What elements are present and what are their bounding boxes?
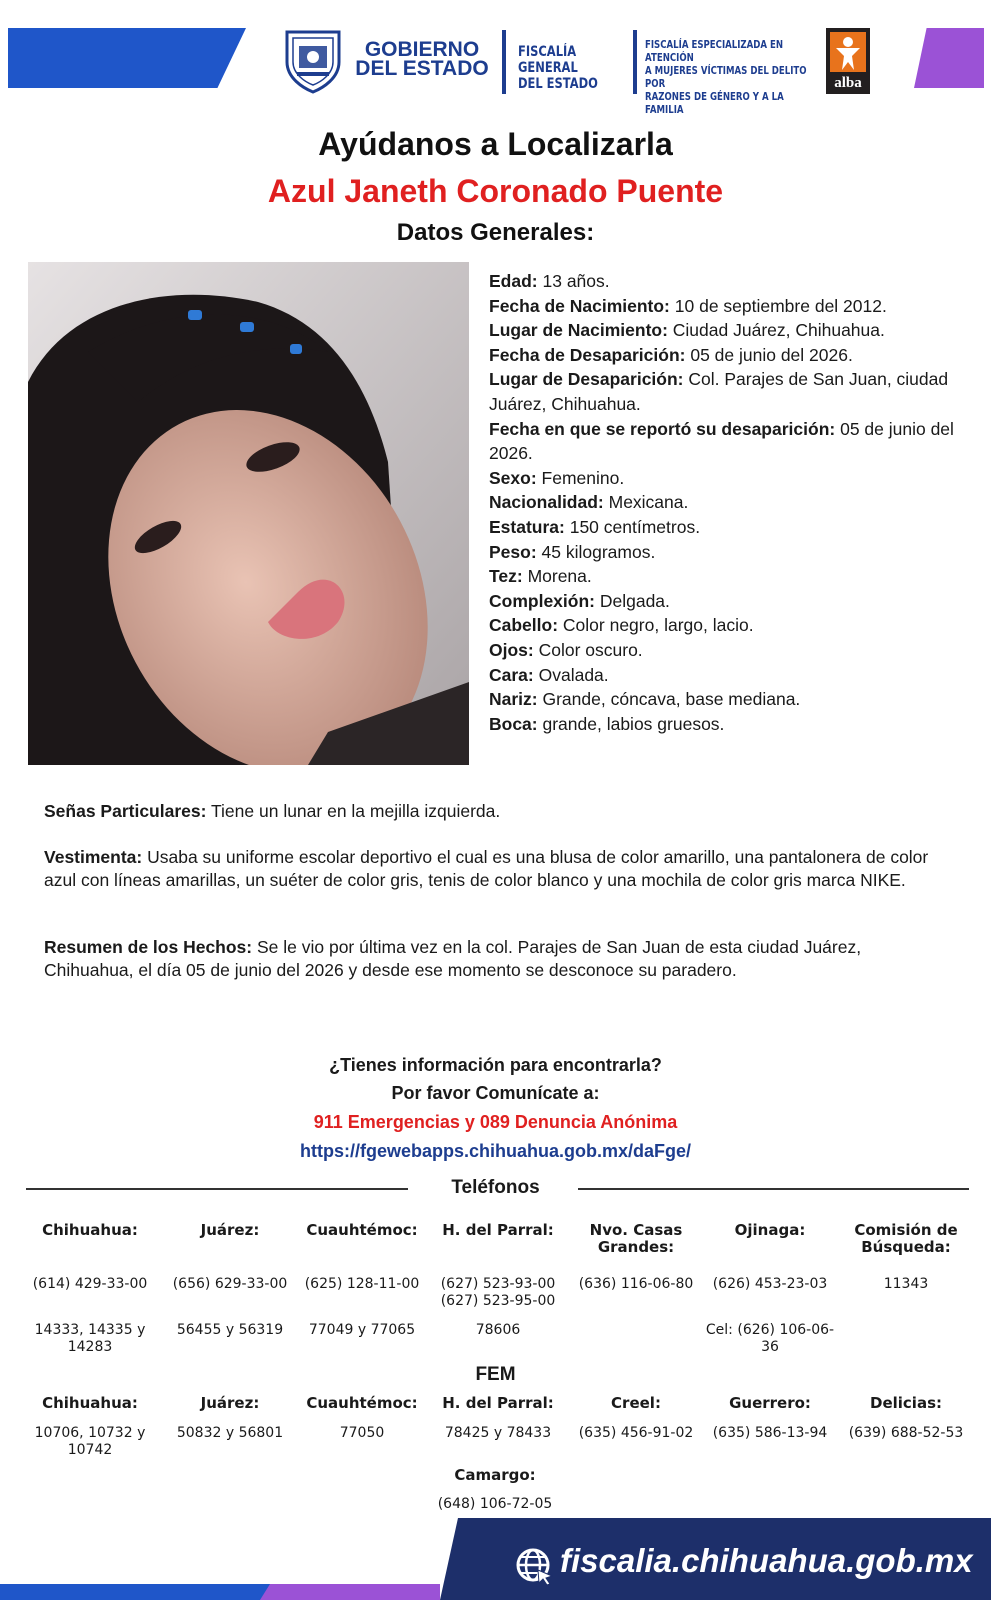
gobierno-line1: GOBIERNO bbox=[364, 38, 480, 61]
detail-row bbox=[489, 367, 959, 416]
telefono-number: (656) 629-33-00 bbox=[172, 1276, 288, 1292]
detail-row bbox=[489, 663, 959, 688]
detail-value: Mexicana. bbox=[603, 492, 689, 513]
fem-header-label bbox=[645, 38, 817, 116]
fem-number: 78425 y 78433 bbox=[444, 1425, 552, 1441]
globe-cursor-icon bbox=[514, 1546, 554, 1586]
detail-row bbox=[489, 490, 959, 515]
fem-number: (635) 456-91-02 bbox=[578, 1425, 694, 1441]
detail-label: Estatura: bbox=[489, 516, 565, 537]
detail-value: Ciudad Juárez, Chihuahua. bbox=[667, 320, 885, 341]
detail-row bbox=[489, 417, 959, 466]
fem-city-label: Creel: bbox=[611, 1394, 661, 1412]
telefono-city-label: Juárez: bbox=[200, 1221, 260, 1239]
detail-label: Fecha en que se reportó su desaparición: bbox=[489, 418, 836, 439]
telefono-extension: 14333, 14335 y 14283 bbox=[34, 1322, 146, 1355]
fiscalia-general-label bbox=[518, 44, 625, 92]
fem-city-label: Guerrero: bbox=[729, 1394, 811, 1412]
detail-label: Nariz: bbox=[489, 689, 538, 710]
detail-value: grande, labios gruesos. bbox=[537, 713, 725, 734]
fem-number: (639) 688-52-53 bbox=[848, 1425, 964, 1441]
vestimenta-paragraph bbox=[44, 846, 949, 891]
detail-row bbox=[489, 294, 959, 319]
detail-row bbox=[489, 564, 959, 589]
detail-row bbox=[489, 466, 959, 491]
detail-row bbox=[489, 589, 959, 614]
emergency-numbers: 911 Emergencias y 089 Denuncia Anónima bbox=[313, 1112, 678, 1132]
senas-paragraph bbox=[44, 800, 949, 823]
telefono-number: (627) 523-93-00 (627) 523-95-00 bbox=[440, 1276, 556, 1309]
alba-text: alba bbox=[834, 75, 862, 91]
detail-label: Tez: bbox=[489, 566, 523, 587]
report-link[interactable]: https://fgewebapps.chihuahua.gob.mx/daFge/ bbox=[299, 1141, 692, 1161]
detail-row bbox=[489, 269, 959, 294]
telefono-number: (614) 429-33-00 bbox=[32, 1276, 148, 1292]
detail-value: 05 de junio del 2026. bbox=[489, 418, 954, 464]
fem-number: 10706, 10732 y 10742 bbox=[34, 1425, 146, 1458]
detail-row bbox=[489, 638, 959, 663]
header-purple-band bbox=[914, 28, 984, 88]
detail-label: Lugar de Nacimiento: bbox=[489, 320, 668, 341]
fem-number: 77050 bbox=[339, 1425, 385, 1441]
telefonos-title: Teléfonos bbox=[451, 1177, 540, 1198]
telefono-city-label: Chihuahua: bbox=[42, 1221, 138, 1239]
telefono-extension: 77049 y 77065 bbox=[308, 1322, 416, 1338]
detail-row bbox=[489, 712, 959, 737]
telefono-city-label: Nvo. Casas Grandes: bbox=[589, 1221, 683, 1256]
person-name: Azul Janeth Coronado Puente bbox=[267, 173, 724, 209]
detail-label: Fecha de Desaparición: bbox=[489, 344, 686, 365]
section-title: Datos Generales: bbox=[396, 219, 595, 246]
detail-label: Cabello: bbox=[489, 615, 559, 636]
detail-value: Grande, cóncava, base mediana. bbox=[537, 689, 801, 710]
resumen-value: Se le vio por última vez en la col. Parajes de San Juan de esta ciudad Juárez, Chihuahua, el día 05 de junio del 2026 y desde ese momento se desconoce su paradero. bbox=[44, 937, 862, 980]
telefono-number: (625) 128-11-00 bbox=[304, 1276, 420, 1292]
telefono-number: (626) 453-23-03 bbox=[712, 1276, 828, 1292]
gobierno-line2: DEL ESTADO bbox=[355, 57, 489, 80]
telefono-extension: Cel: (626) 106-06-36 bbox=[705, 1322, 835, 1355]
detail-value: 45 kilogramos. bbox=[536, 541, 656, 562]
fem-line1: FISCALÍA ESPECIALIZADA EN ATENCIÓN bbox=[645, 38, 784, 64]
detail-value: 05 de junio del 2026. bbox=[685, 344, 853, 365]
alba-logo bbox=[826, 28, 870, 94]
detail-value: Ovalada. bbox=[533, 664, 609, 685]
telefono-city-label: Comisión de Búsqueda: bbox=[854, 1221, 958, 1256]
vestimenta-label: Vestimenta: bbox=[44, 847, 143, 867]
missing-person-photo bbox=[28, 262, 469, 765]
telefono-number: 11343 bbox=[883, 1276, 929, 1292]
fem-city-label: Juárez: bbox=[200, 1394, 260, 1412]
telefono-number: (636) 116-06-80 bbox=[578, 1276, 694, 1292]
fem-line2: A MUJERES VÍCTIMAS DEL DELITO POR bbox=[645, 64, 807, 90]
telefono-city-label: Ojinaga: bbox=[734, 1221, 806, 1239]
detail-row bbox=[489, 687, 959, 712]
alba-figure-icon bbox=[830, 32, 866, 72]
gobierno-label bbox=[352, 40, 492, 78]
header-divider bbox=[502, 30, 506, 94]
fiscalia-line2: DEL ESTADO bbox=[518, 76, 598, 92]
vestimenta-value: Usaba su uniforme escolar deportivo el cual es una blusa de color amarillo, una pantalonera de color azul con líneas amarillas, un suéter de color gris, tenis de color blanco y una mochila de color gris marca NIKE. bbox=[44, 847, 929, 890]
detail-label: Nacionalidad: bbox=[489, 492, 604, 513]
detail-value: Morena. bbox=[522, 566, 592, 587]
detail-row bbox=[489, 515, 959, 540]
header-blue-band bbox=[8, 28, 246, 88]
detail-value: Femenino. bbox=[536, 467, 625, 488]
fiscalia-line1: FISCALÍA GENERAL bbox=[518, 44, 578, 76]
detail-value: Delgada. bbox=[594, 590, 670, 611]
details-list bbox=[489, 269, 959, 736]
fem-line3: RAZONES DE GÉNERO Y A LA FAMILIA bbox=[645, 90, 784, 116]
cta-please: Por favor Comunícate a: bbox=[391, 1083, 600, 1103]
detail-value: 13 años. bbox=[537, 271, 610, 291]
fem-city-label: Chihuahua: bbox=[42, 1394, 138, 1412]
header-divider-2 bbox=[633, 30, 637, 94]
fem-title: FEM bbox=[475, 1364, 516, 1385]
footer-purple-strip bbox=[260, 1584, 440, 1600]
telefono-city-label: Cuauhtémoc: bbox=[306, 1221, 418, 1239]
detail-row bbox=[489, 613, 959, 638]
detail-label: Lugar de Desaparición: bbox=[489, 369, 684, 390]
telefono-extension: 78606 bbox=[475, 1322, 521, 1338]
fem-city-label: H. del Parral: bbox=[442, 1394, 554, 1412]
fem-city-label: Cuauhtémoc: bbox=[306, 1394, 418, 1412]
detail-label: Peso: bbox=[489, 541, 537, 562]
detail-label: Complexión: bbox=[489, 590, 595, 611]
fem-number: (635) 586-13-94 bbox=[712, 1425, 828, 1441]
detail-row bbox=[489, 540, 959, 565]
detail-row bbox=[489, 343, 959, 368]
cta-question: ¿Tienes información para encontrarla? bbox=[329, 1055, 662, 1075]
detail-row bbox=[489, 318, 959, 343]
detail-label: Cara: bbox=[489, 664, 534, 685]
senas-label: Señas Particulares: bbox=[44, 801, 207, 821]
state-shield-icon bbox=[283, 28, 343, 94]
detail-value: Col. Parajes de San Juan, ciudad Juárez, Chihuahua. bbox=[489, 369, 949, 414]
detail-value: Color negro, largo, lacio. bbox=[558, 615, 754, 636]
telefono-extension: 56455 y 56319 bbox=[176, 1322, 284, 1338]
fem-city-label: Delicias: bbox=[870, 1394, 942, 1412]
detail-label: Boca: bbox=[489, 713, 538, 734]
senas-value: Tiene un lunar en la mejilla izquierda. bbox=[206, 801, 501, 821]
detail-value: 150 centímetros. bbox=[564, 516, 701, 537]
detail-label: Ojos: bbox=[489, 639, 534, 660]
page-title: Ayúdanos a Localizarla bbox=[318, 126, 673, 162]
camargo-phone: (648) 106-72-05 bbox=[437, 1496, 553, 1512]
telefono-city-label: H. del Parral: bbox=[442, 1221, 554, 1239]
detail-value: 10 de septiembre del 2012. bbox=[669, 295, 887, 316]
detail-label: Sexo: bbox=[489, 467, 537, 488]
footer-website[interactable]: fiscalia.chihuahua.gob.mx bbox=[560, 1542, 973, 1579]
camargo-label: Camargo: bbox=[454, 1466, 536, 1484]
detail-label: Fecha de Nacimiento: bbox=[489, 295, 670, 316]
resumen-label: Resumen de los Hechos: bbox=[44, 937, 253, 957]
resumen-paragraph bbox=[44, 936, 949, 981]
detail-label: Edad: bbox=[489, 271, 538, 291]
fem-number: 50832 y 56801 bbox=[176, 1425, 284, 1441]
detail-value: Color oscuro. bbox=[533, 639, 643, 660]
